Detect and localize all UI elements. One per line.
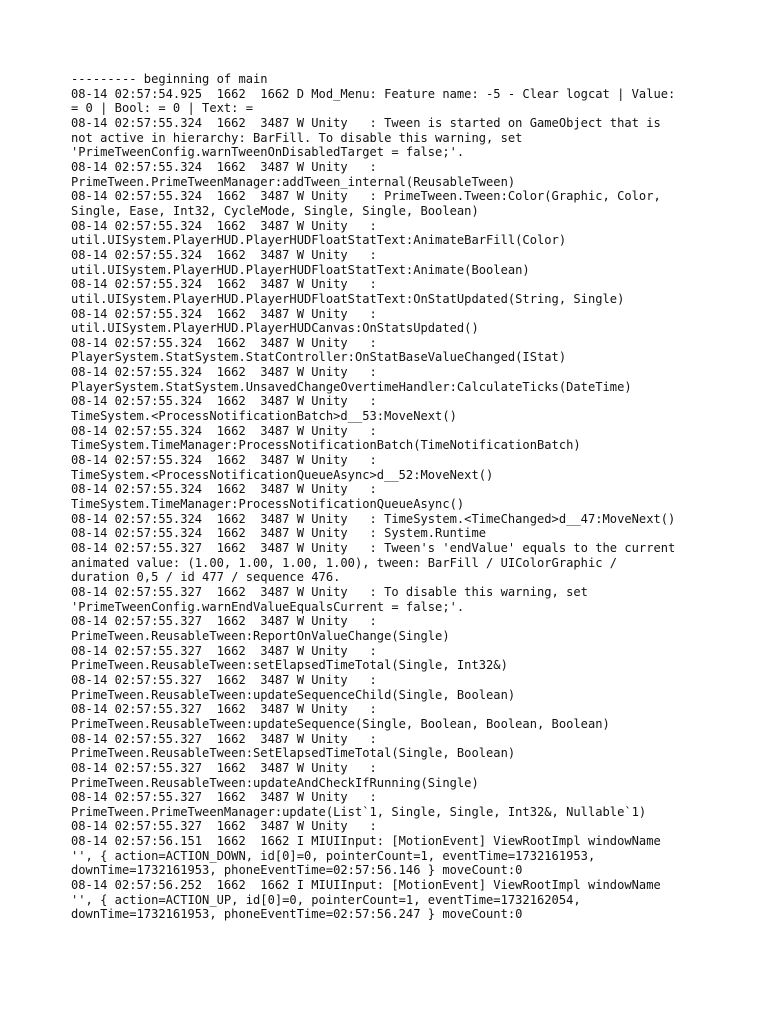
log-line: 08-14 02:57:55.324 1662 3487 W Unity : PrimeTween.Tween:Color(Graphic, Color, [71, 189, 661, 204]
log-line: PrimeTween.PrimeTweenManager:update(List`1, Single, Single, Int32&, Nullable`1) [71, 804, 647, 819]
log-line: 08-14 02:57:55.324 1662 3487 W Unity : [71, 423, 377, 438]
log-line: util.UISystem.PlayerHUD.PlayerHUDFloatStatText:OnStatUpdated(String, Single) [71, 291, 625, 306]
log-line: duration 0,5 / id 477 / sequence 476. [71, 570, 341, 585]
log-line: util.UISystem.PlayerHUD.PlayerHUDFloatStatText:AnimateBarFill(Color) [71, 233, 567, 248]
log-line: PrimeTween.ReusableTween:setElapsedTimeTotal(Single, Int32&) [71, 658, 508, 673]
log-line: TimeSystem.<ProcessNotificationQueueAsync>d__52:MoveNext() [71, 467, 494, 482]
log-line: not active in hierarchy: BarFill. To disable this warning, set [71, 130, 523, 145]
log-line: 08-14 02:57:55.327 1662 3487 W Unity : [71, 790, 377, 805]
log-line: PlayerSystem.StatSystem.UnsavedChangeOvertimeHandler:CalculateTicks(DateTime) [71, 379, 632, 394]
log-line: 08-14 02:57:55.324 1662 3487 W Unity : [71, 394, 377, 409]
log-line: animated value: (1.00, 1.00, 1.00, 1.00), tween: BarFill / UIColorGraphic / [71, 555, 618, 570]
log-line: 08-14 02:57:55.324 1662 3487 W Unity : [71, 247, 377, 262]
log-line: 08-14 02:57:55.327 1662 3487 W Unity : [71, 643, 377, 658]
log-line: 08-14 02:57:55.324 1662 3487 W Unity : [71, 365, 377, 380]
log-line: 'PrimeTweenConfig.warnTweenOnDisabledTarget = false;'. [71, 145, 465, 160]
log-line: --------- beginning of main [71, 72, 268, 86]
log-line: PrimeTween.ReusableTween:SetElapsedTimeTotal(Single, Boolean) [71, 746, 516, 761]
log-line: 08-14 02:57:55.327 1662 3487 W Unity : [71, 672, 377, 687]
log-line: TimeSystem.<ProcessNotificationBatch>d__53:MoveNext() [71, 409, 457, 424]
log-line: '', { action=ACTION_UP, id[0]=0, pointerCount=1, eventTime=1732162054, [71, 892, 581, 907]
log-line: 08-14 02:57:56.252 1662 1662 I MIUIInput: [MotionEvent] ViewRootImpl windowName [71, 878, 661, 893]
log-line: TimeSystem.TimeManager:ProcessNotificationBatch(TimeNotificationBatch) [71, 438, 581, 453]
log-line: 08-14 02:57:55.324 1662 3487 W Unity : [71, 159, 377, 174]
log-line: '', { action=ACTION_DOWN, id[0]=0, pointerCount=1, eventTime=1732161953, [71, 848, 596, 863]
log-line: 08-14 02:57:55.327 1662 3487 W Unity : [71, 731, 377, 746]
log-line: 08-14 02:57:55.327 1662 3487 W Unity : Tween's 'endValue' equals to the current [71, 541, 676, 555]
log-line: 08-14 02:57:55.324 1662 3487 W Unity : [71, 306, 377, 321]
log-line: util.UISystem.PlayerHUD.PlayerHUDFloatStatText:Animate(Boolean) [71, 262, 530, 277]
log-line: TimeSystem.TimeManager:ProcessNotificationQueueAsync() [71, 497, 465, 512]
log-line: 08-14 02:57:55.324 1662 3487 W Unity : [71, 277, 377, 292]
log-body [71, 72, 731, 922]
log-line: 08-14 02:57:55.327 1662 3487 W Unity : [71, 702, 377, 717]
log-line: 08-14 02:57:55.327 1662 3487 W Unity : To disable this warning, set [71, 584, 588, 599]
log-line: 08-14 02:57:55.327 1662 3487 W Unity : [71, 760, 377, 775]
log-line: PrimeTween.ReusableTween:updateSequenceChild(Single, Boolean) [71, 687, 516, 702]
log-line: util.UISystem.PlayerHUD.PlayerHUDCanvas:OnStatsUpdated() [71, 321, 479, 336]
log-line: PrimeTween.ReusableTween:ReportOnValueChange(Single) [71, 628, 450, 643]
log-line: = 0 | Bool: = 0 | Text: = [71, 101, 254, 116]
log-line: 08-14 02:57:55.324 1662 3487 W Unity : [71, 335, 377, 350]
log-line: 08-14 02:57:55.327 1662 3487 W Unity : [71, 614, 377, 629]
log-line: 08-14 02:57:54.925 1662 1662 D Mod_Menu: Feature name: -5 - Clear logcat | Value: [71, 86, 676, 101]
log-line: 08-14 02:57:55.324 1662 3487 W Unity : TimeSystem.<TimeChanged>d__47:MoveNext() [71, 511, 676, 526]
log-line: 08-14 02:57:55.324 1662 3487 W Unity : [71, 482, 377, 497]
log-line: 08-14 02:57:55.327 1662 3487 W Unity : [71, 819, 377, 834]
log-document [71, 72, 731, 922]
log-line: 08-14 02:57:55.324 1662 3487 W Unity : [71, 218, 377, 233]
log-line: 08-14 02:57:55.324 1662 3487 W Unity : [71, 453, 377, 468]
log-line: PrimeTween.ReusableTween:updateSequence(Single, Boolean, Boolean, Boolean) [71, 716, 610, 731]
log-line: 08-14 02:57:55.324 1662 3487 W Unity : Tween is started on GameObject that is [71, 115, 661, 130]
log-line: PlayerSystem.StatSystem.StatController:OnStatBaseValueChanged(IStat) [71, 350, 567, 365]
log-line: downTime=1732161953, phoneEventTime=02:57:56.247 } moveCount:0 [71, 907, 523, 922]
log-line: Single, Ease, Int32, CycleMode, Single, Single, Boolean) [71, 203, 479, 218]
log-line: 08-14 02:57:55.324 1662 3487 W Unity : System.Runtime [71, 526, 487, 541]
log-line: PrimeTween.ReusableTween:updateAndCheckIfRunning(Single) [71, 775, 479, 790]
log-line: 08-14 02:57:56.151 1662 1662 I MIUIInput: [MotionEvent] ViewRootImpl windowName [71, 834, 661, 849]
log-line: PrimeTween.PrimeTweenManager:addTween_internal(ReusableTween) [71, 174, 516, 189]
log-line: downTime=1732161953, phoneEventTime=02:57:56.146 } moveCount:0 [71, 863, 523, 878]
log-line: 'PrimeTweenConfig.warnEndValueEqualsCurrent = false;'. [71, 599, 465, 614]
